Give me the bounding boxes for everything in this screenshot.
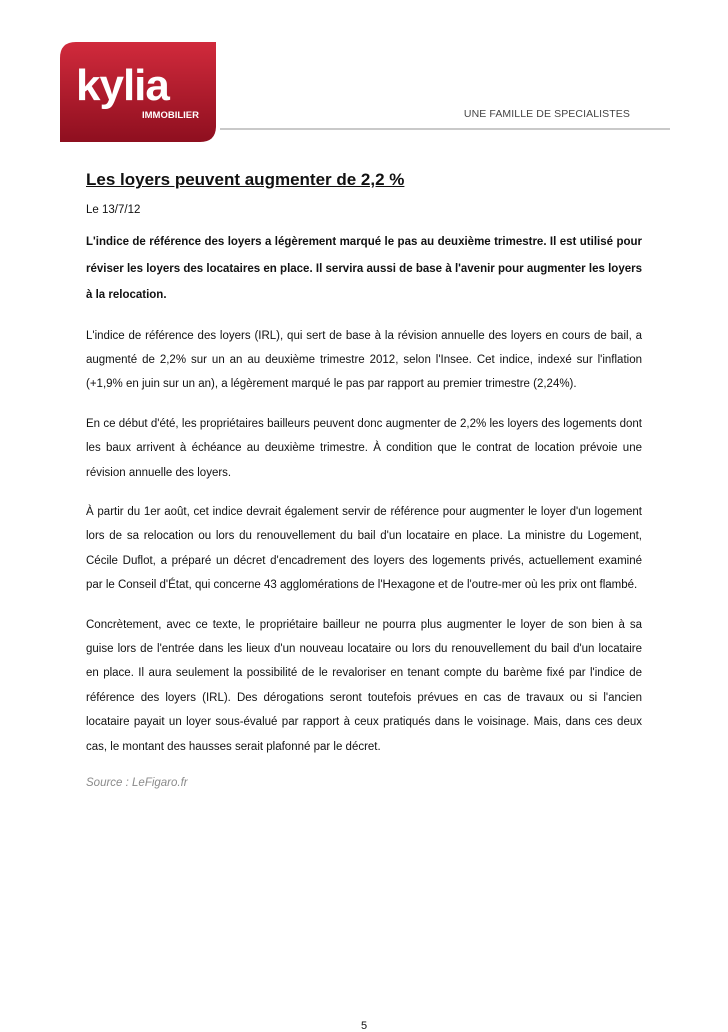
- article-paragraph: Concrètement, avec ce texte, le propriétaire bailleur ne pourra plus augmenter le loyer de son bien à sa guise lors de l'entrée dans les lieux d'un nouveau locataire ou lors du renouvellement du bail d'un locataire en place. Il aura seulement la possibilité de le revaloriser en tenant compte du barème fixé par l'indice de référence des loyers (IRL). Des dérogations seront toutefois prévues en cas de travaux ou si l'ancien locataire payait un loyer sous-évalué par rapport à ceux pratiqués dans le voisinage. Mais, dans ces deux cas, le montant des hausses serait plafonné par le décret.: [86, 618, 642, 753]
- article: [86, 168, 642, 790]
- tagline: UNE FAMILLE DE SPECIALISTES: [463, 108, 630, 120]
- logo-subtext: IMMOBILIER: [142, 110, 199, 121]
- article-date: Le 13/7/12: [86, 204, 141, 216]
- article-title: Les loyers peuvent augmenter de 2,2 %: [86, 170, 405, 189]
- logo-wordmark: kylia: [76, 61, 169, 110]
- article-source: Source : LeFigaro.fr: [86, 777, 188, 789]
- article-paragraph: L'indice de référence des loyers (IRL), qui sert de base à la révision annuelle des loyers en cours de bail, a augmenté de 2,2% sur un an au deuxième trimestre 2012, selon l'Insee. Cet indice, indexé sur l'inflation (+1,9% en juin sur un an), a légèrement marqué le pas par rapport au premier trimestre (2,24%).: [86, 329, 642, 391]
- page-header: [0, 0, 728, 150]
- header-divider: [220, 128, 670, 130]
- article-lead: L'indice de référence des loyers a légèrement marqué le pas au deuxième trimestre. Il est utilisé pour réviser les loyers des locataires en place. Il servira aussi de base à l'avenir pour augmenter les loyers à la relocation.: [86, 236, 642, 301]
- article-paragraph: À partir du 1er août, cet indice devrait également servir de référence pour augmenter le loyer d'un logement lors de sa relocation ou lors du renouvellement du bail d'un locataire en place. La ministre du Logement, Cécile Duflot, a préparé un décret d'encadrement des loyers des logements privés, actuellement examiné par le Conseil d'État, qui concerne 43 agglomérations de l'Hexagone et de l'outre-mer où les prix ont flambé.: [86, 505, 642, 592]
- article-paragraph: En ce début d'été, les propriétaires bailleurs peuvent donc augmenter de 2,2% les loyers des logements dont les baux arrivent à échéance au deuxième trimestre. À condition que le contrat de location prévoie une révision annuelle des loyers.: [86, 417, 642, 479]
- page-number: 5: [360, 1020, 368, 1032]
- tagline-area: [60, 100, 670, 140]
